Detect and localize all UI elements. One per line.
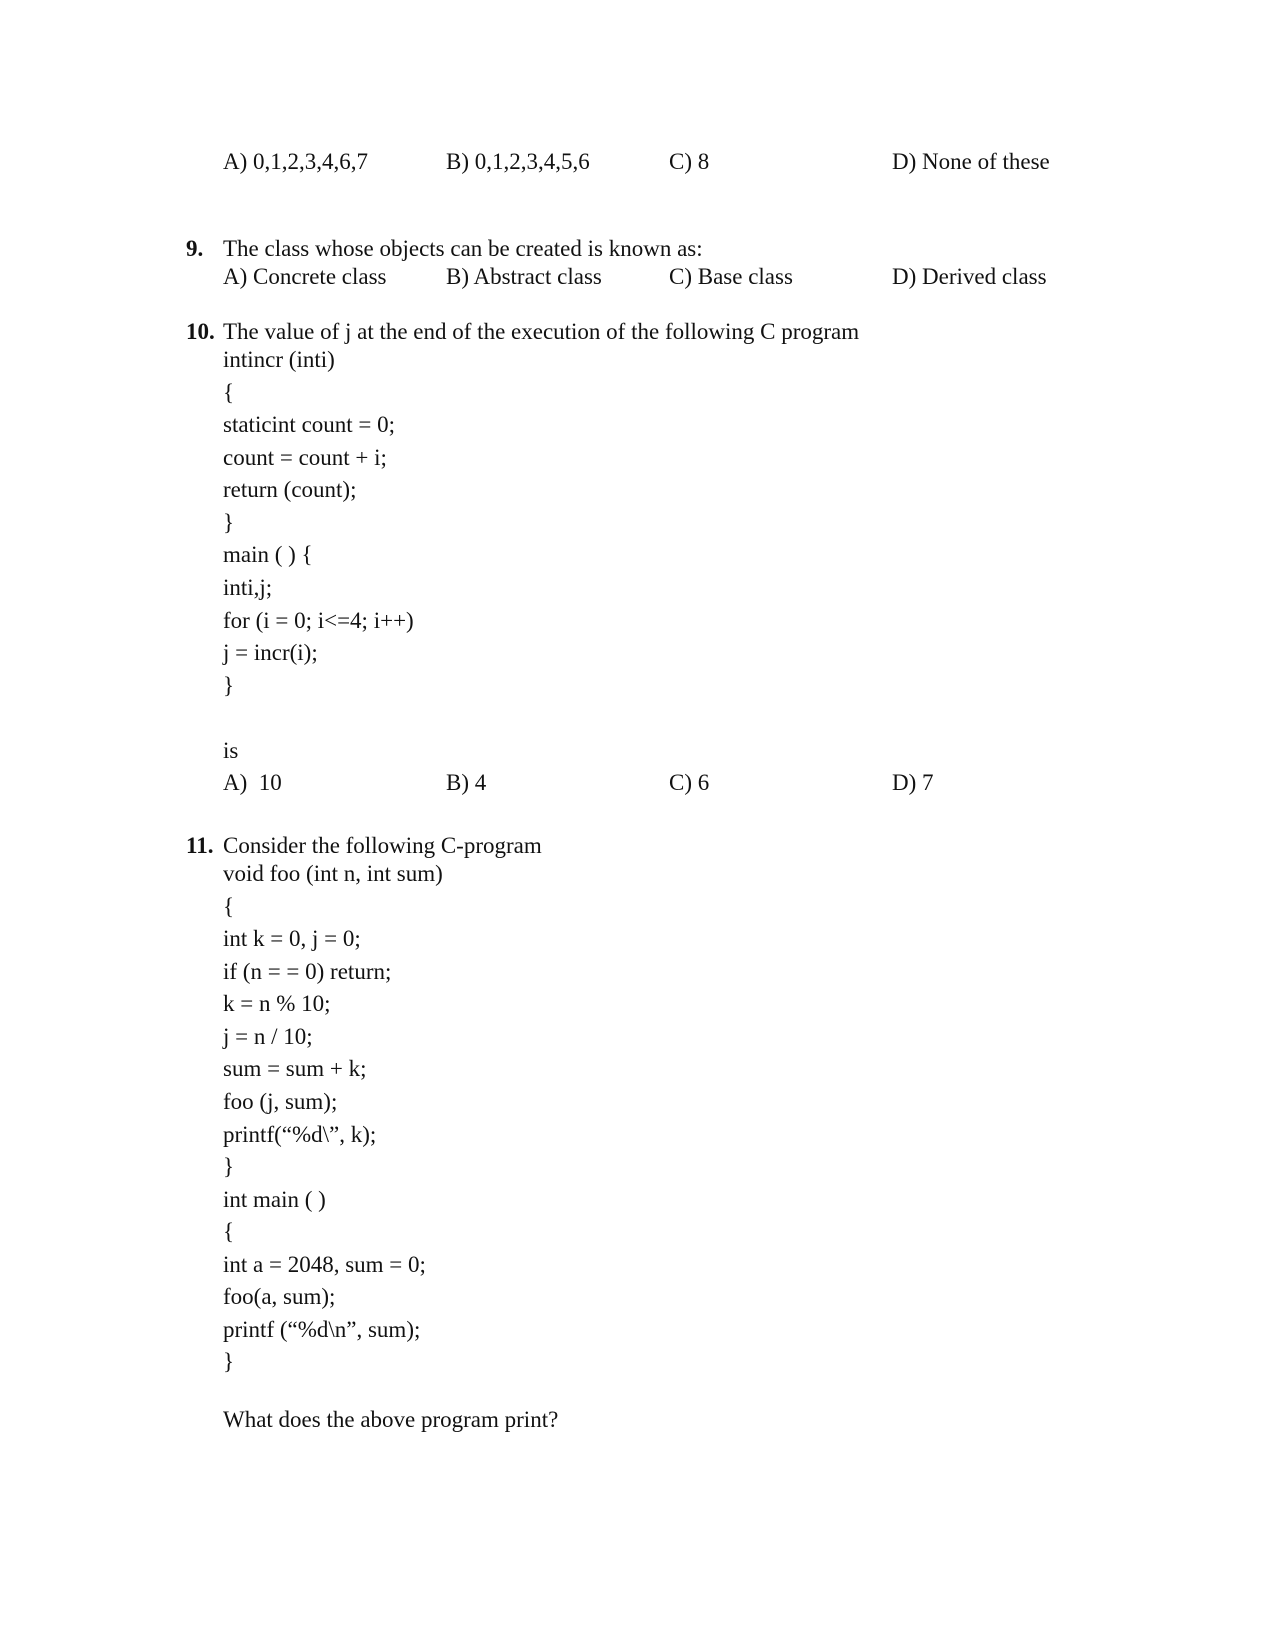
code-line: int k = 0, j = 0; <box>223 926 361 951</box>
q8-option-d: D) None of these <box>892 149 1050 174</box>
code-line: intincr (inti) <box>223 347 335 372</box>
q9-option-b: B) Abstract class <box>446 264 602 289</box>
q10-option-b: B) 4 <box>446 770 487 795</box>
code-line: return (count); <box>223 477 357 502</box>
code-line: } <box>223 510 235 535</box>
code-line: void foo (int n, int sum) <box>223 861 443 886</box>
q9-option-c: C) Base class <box>669 264 793 289</box>
q9-number: 9. <box>186 236 204 261</box>
q10-option-a: A) 10 <box>223 770 282 795</box>
code-line: sum = sum + k; <box>223 1056 367 1081</box>
q8-option-a: A) 0,1,2,3,4,6,7 <box>223 149 369 174</box>
code-line: } <box>223 1349 235 1374</box>
q11-number: 11. <box>186 833 214 858</box>
code-line: count = count + i; <box>223 445 387 470</box>
q8-option-c: C) 8 <box>669 149 710 174</box>
code-line: if (n = = 0) return; <box>223 959 392 984</box>
code-line: printf(“%d\”, k); <box>223 1122 377 1147</box>
code-line: inti,j; <box>223 575 273 600</box>
code-line: k = n % 10; <box>223 991 331 1016</box>
q8-option-b: B) 0,1,2,3,4,5,6 <box>446 149 590 174</box>
code-line: j = incr(i); <box>223 640 318 665</box>
code-line: int a = 2048, sum = 0; <box>223 1252 426 1277</box>
code-line: j = n / 10; <box>223 1024 313 1049</box>
code-line: } <box>223 1154 235 1179</box>
q10-option-d: D) 7 <box>892 770 934 795</box>
code-line: { <box>223 894 235 919</box>
code-line: main ( ) { <box>223 542 313 567</box>
q9-option-a: A) Concrete class <box>223 264 387 289</box>
code-line: } <box>223 673 235 698</box>
code-line: foo(a, sum); <box>223 1284 336 1309</box>
q9-text: The class whose objects can be created is known as: <box>223 236 703 261</box>
code-line: printf (“%d\n”, sum); <box>223 1317 421 1342</box>
q11-text: Consider the following C-program <box>223 833 542 858</box>
code-line: staticint count = 0; <box>223 412 396 437</box>
q11-question: What does the above program print? <box>223 1407 559 1432</box>
q10-number: 10. <box>186 319 215 344</box>
q9-option-d: D) Derived class <box>892 264 1047 289</box>
code-line: { <box>223 1219 235 1244</box>
q10-option-c: C) 6 <box>669 770 710 795</box>
code-line: { <box>223 380 235 405</box>
code-line: for (i = 0; i<=4; i++) <box>223 608 414 633</box>
code-line: int main ( ) <box>223 1187 326 1212</box>
code-line: foo (j, sum); <box>223 1089 338 1114</box>
q10-text: The value of j at the end of the execution of the following C program <box>223 319 860 344</box>
q10-suffix: is <box>223 738 239 763</box>
